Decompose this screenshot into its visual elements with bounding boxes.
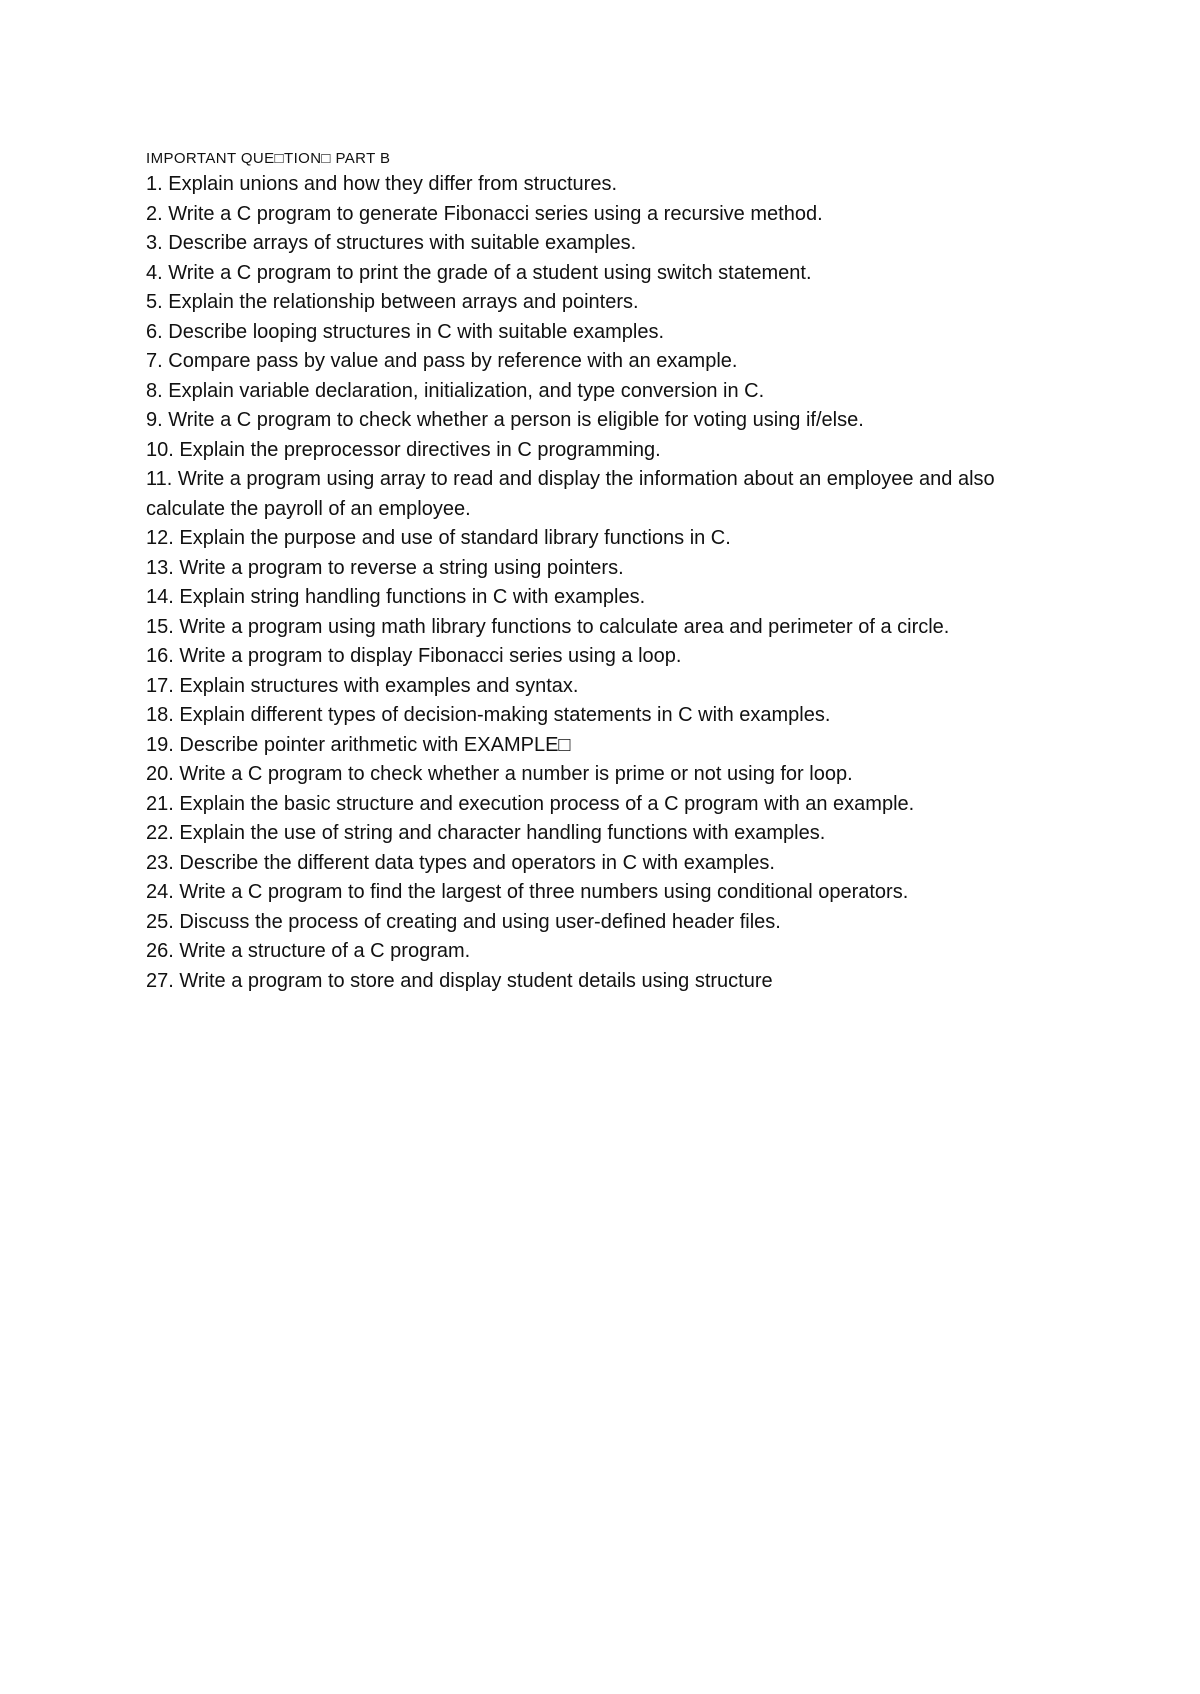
question-text: Explain the purpose and use of standard library functions in C.: [179, 527, 731, 549]
question-number: 25.: [146, 910, 174, 933]
question-item: [146, 288, 1076, 318]
question-text: Write a C program to print the grade of a student using switch statement.: [168, 261, 812, 284]
question-item: [146, 760, 1076, 790]
question-number: 12.: [146, 527, 174, 549]
question-text: Describe arrays of structures with suitable examples.: [168, 232, 637, 254]
question-number: 8.: [146, 379, 163, 402]
question-number: 24.: [146, 881, 174, 903]
question-text: Compare pass by value and pass by reference with an example.: [168, 350, 738, 372]
question-item: [146, 672, 1076, 702]
question-text: Write a program using array to read and display the information about an employee and also calculate the payroll of an employee.: [146, 468, 995, 520]
question-number: 22.: [146, 822, 174, 844]
question-text: Describe pointer arithmetic with EXAMPLE□: [179, 733, 571, 756]
question-text: Explain variable declaration, initialization, and type conversion in C.: [168, 379, 765, 402]
question-text: Explain different types of decision-making statements in C with examples.: [179, 704, 831, 726]
question-item: [146, 642, 1076, 672]
question-item: [146, 170, 1076, 200]
question-text: Write a C program to find the largest of three numbers using conditional operators.: [179, 881, 909, 903]
question-item: [146, 436, 1076, 466]
question-item: [146, 967, 1076, 997]
question-number: 2.: [146, 202, 163, 225]
question-number: 17.: [146, 674, 174, 697]
question-item: [146, 701, 1076, 731]
document-heading: IMPORTANT QUE□TION□ PART B: [146, 150, 391, 167]
question-item: [146, 849, 1076, 879]
document-page: [146, 148, 1076, 996]
question-text: Explain unions and how they differ from structures.: [168, 173, 617, 195]
question-list: [146, 170, 1076, 996]
question-item: [146, 259, 1076, 289]
question-text: Describe the different data types and operators in C with examples.: [179, 851, 775, 874]
question-text: Write a program to store and display student details using structure: [179, 969, 773, 992]
question-number: 6.: [146, 320, 163, 343]
question-number: 13.: [146, 556, 174, 579]
question-number: 23.: [146, 851, 174, 874]
question-text: Explain string handling functions in C with examples.: [179, 586, 646, 608]
question-item: [146, 908, 1076, 938]
question-text: Write a C program to check whether a person is eligible for voting using if/else.: [168, 409, 864, 431]
question-item: [146, 229, 1076, 259]
question-number: 1.: [146, 173, 163, 195]
question-item: [146, 524, 1076, 554]
question-text: Write a program using math library functions to calculate area and perimeter of a circle.: [179, 615, 950, 638]
question-text: Explain the basic structure and execution process of a C program with an example.: [179, 792, 915, 815]
question-number: 5.: [146, 291, 163, 313]
question-item: [146, 318, 1076, 348]
question-number: 4.: [146, 261, 163, 284]
question-number: 19.: [146, 733, 174, 756]
question-text: Write a C program to check whether a number is prime or not using for loop.: [179, 763, 853, 785]
question-number: 27.: [146, 969, 174, 992]
question-text: Explain structures with examples and syntax.: [179, 674, 579, 697]
question-number: 14.: [146, 586, 174, 608]
question-item: [146, 583, 1076, 613]
question-item: [146, 347, 1076, 377]
question-item: [146, 731, 1076, 761]
question-item: [146, 819, 1076, 849]
question-text: Write a program to display Fibonacci series using a loop.: [179, 645, 682, 667]
question-number: 20.: [146, 763, 174, 785]
question-text: Explain the relationship between arrays and pointers.: [168, 291, 639, 313]
question-number: 16.: [146, 645, 174, 667]
question-text: Write a C program to generate Fibonacci series using a recursive method.: [168, 202, 823, 225]
question-item: [146, 200, 1076, 230]
question-number: 15.: [146, 615, 174, 638]
question-text: Write a program to reverse a string using pointers.: [179, 556, 624, 579]
question-item: [146, 377, 1076, 407]
question-item: [146, 790, 1076, 820]
question-number: 11.: [146, 468, 173, 490]
question-item: [146, 878, 1076, 908]
question-number: 7.: [146, 350, 163, 372]
question-text: Write a structure of a C program.: [179, 940, 471, 962]
question-item: [146, 554, 1076, 584]
question-number: 9.: [146, 409, 163, 431]
question-item: [146, 937, 1076, 967]
question-number: 21.: [146, 792, 174, 815]
question-text: Discuss the process of creating and using user-defined header files.: [179, 910, 781, 933]
question-text: Describe looping structures in C with suitable examples.: [168, 320, 665, 343]
question-text: Explain the use of string and character handling functions with examples.: [179, 822, 826, 844]
question-item: [146, 613, 1076, 643]
question-number: 10.: [146, 438, 174, 461]
question-number: 3.: [146, 232, 163, 254]
question-number: 18.: [146, 704, 174, 726]
question-number: 26.: [146, 940, 174, 962]
question-item: [146, 465, 1076, 524]
question-item: [146, 406, 1076, 436]
question-text: Explain the preprocessor directives in C programming.: [179, 438, 661, 461]
